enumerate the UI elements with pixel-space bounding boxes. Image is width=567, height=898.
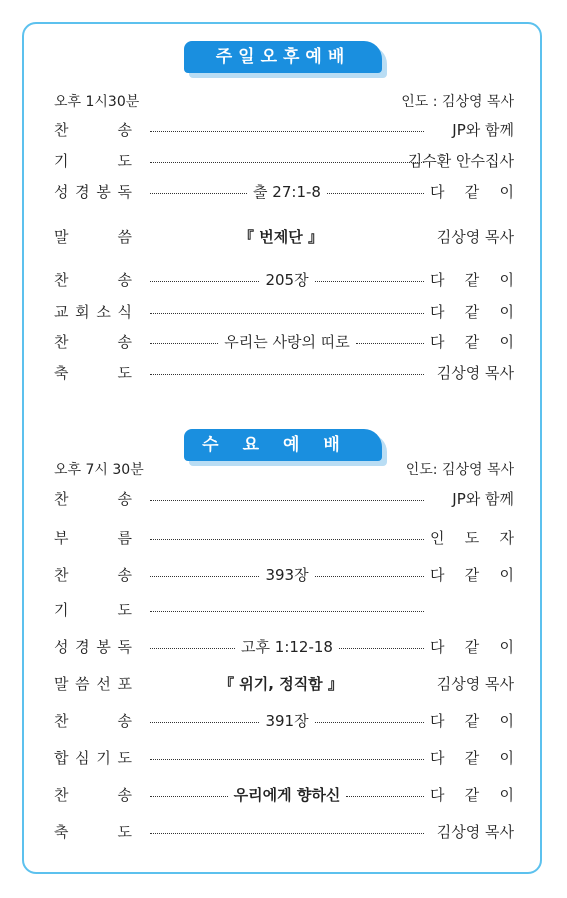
order-detail: 고후 1:12-18 (241, 637, 333, 656)
order-label-char: 찬 (54, 489, 69, 508)
order-row (54, 117, 514, 141)
order-label-char: 송 (117, 489, 132, 508)
order-person (430, 331, 514, 352)
order-label (54, 821, 132, 842)
order-row (54, 745, 514, 769)
order-person-char: 도 (464, 528, 480, 547)
order-person (430, 527, 514, 548)
dot-leader (315, 722, 424, 723)
order-person-char: 다 (430, 182, 445, 201)
order-person-char: 자 (499, 528, 514, 547)
order-label (54, 710, 132, 731)
order-label-char: 회 (75, 302, 90, 321)
order-person (430, 747, 514, 768)
order-label-char: 경 (75, 637, 90, 656)
dot-leader (356, 343, 424, 344)
leader-dots (150, 269, 424, 290)
order-person-char: 같 (464, 182, 480, 201)
leader-dots (150, 755, 424, 760)
order-label-char: 소 (96, 302, 111, 321)
dot-leader (150, 162, 424, 163)
order-label-char: 포 (117, 674, 132, 693)
afternoon-header-row (54, 89, 514, 113)
order-label-char: 씀 (117, 227, 132, 246)
leader-dots (150, 564, 424, 585)
order-row (54, 224, 514, 248)
order-person: 김상영 목사 (436, 227, 514, 246)
order-label-char: 도 (117, 151, 132, 170)
order-label (54, 301, 132, 322)
order-person-char: 인 (430, 528, 445, 547)
order-row (54, 486, 514, 510)
order-person-char: 같 (464, 332, 480, 351)
order-person: 김상영 목사 (436, 822, 514, 841)
order-label (54, 673, 132, 694)
wednesday-service-banner: 수요예배 (184, 429, 382, 461)
dot-leader (339, 648, 424, 649)
dot-leader (150, 313, 424, 314)
order-label (54, 119, 132, 140)
order-person-char: 같 (464, 270, 480, 289)
order-label-char: 도 (117, 600, 132, 619)
order-label-char: 심 (75, 748, 90, 767)
order-label-char: 말 (54, 674, 69, 693)
order-row (54, 148, 514, 172)
order-label-char: 송 (117, 120, 132, 139)
leader-dots (150, 331, 424, 352)
order-label-char: 축 (54, 363, 69, 382)
order-label (54, 747, 132, 768)
dot-leader (327, 193, 424, 194)
order-label-char: 식 (117, 302, 132, 321)
dot-leader (150, 343, 218, 344)
order-person (430, 269, 514, 290)
order-label-char: 송 (117, 785, 132, 804)
order-person-char: 다 (430, 637, 445, 656)
order-person-char: 다 (430, 748, 445, 767)
order-person-char: 다 (430, 270, 445, 289)
order-label-char: 기 (54, 600, 69, 619)
order-label-char: 봉 (96, 637, 111, 656)
order-label (54, 527, 132, 548)
order-label-char: 도 (117, 822, 132, 841)
dot-leader (150, 722, 259, 723)
order-label (54, 784, 132, 805)
order-label (54, 269, 132, 290)
order-label-char: 봉 (96, 182, 111, 201)
leader-dots (150, 829, 424, 834)
dot-leader (150, 759, 424, 760)
order-person: 김상영 목사 (436, 674, 514, 693)
order-person-char: 이 (499, 711, 514, 730)
order-label-char: 선 (96, 674, 111, 693)
order-label-char: 찬 (54, 711, 69, 730)
order-row (54, 562, 514, 586)
order-person-char: 이 (499, 565, 514, 584)
wednesday-leader: 인도: 김상영 목사 (405, 462, 514, 478)
order-person (430, 564, 514, 585)
order-label-char: 름 (117, 528, 132, 547)
order-person-char: 이 (499, 332, 514, 351)
wednesday-time: 오후 7시 30분 (54, 462, 144, 478)
order-row (54, 819, 514, 843)
order-label-char: 교 (54, 302, 69, 321)
order-label (54, 150, 132, 171)
afternoon-leader: 인도 : 김상영 목사 (401, 94, 514, 110)
dot-leader (315, 576, 424, 577)
order-person-char: 같 (464, 785, 480, 804)
leader-dots (150, 127, 424, 132)
order-detail: 205장 (265, 270, 309, 289)
order-person-char: 다 (430, 332, 445, 351)
order-label-char: 도 (117, 363, 132, 382)
order-label-char: 송 (117, 270, 132, 289)
order-person: 김수환 안수집사 (407, 151, 514, 170)
order-label (54, 181, 132, 202)
order-person-char: 이 (499, 748, 514, 767)
order-person (430, 301, 514, 322)
dot-leader (150, 281, 259, 282)
dot-leader (150, 648, 235, 649)
order-person: JP와 함께 (452, 489, 514, 508)
order-row (54, 708, 514, 732)
sermon-title: 『 위기, 정직함 』 (219, 674, 343, 693)
order-label (54, 488, 132, 509)
order-row (54, 267, 514, 291)
order-person-char: 다 (430, 785, 445, 804)
order-row (54, 634, 514, 658)
order-label-char: 찬 (54, 270, 69, 289)
order-row (54, 782, 514, 806)
order-row (54, 597, 514, 621)
order-label-char: 기 (96, 748, 111, 767)
order-label-char: 송 (117, 565, 132, 584)
order-label-char: 부 (54, 528, 69, 547)
order-person-char: 이 (499, 182, 514, 201)
leader-dots (150, 636, 424, 657)
order-label-char: 독 (117, 182, 132, 201)
order-person-char: 같 (464, 748, 480, 767)
order-row (54, 299, 514, 323)
order-row (54, 179, 514, 203)
order-person-char: 이 (499, 270, 514, 289)
order-label (54, 331, 132, 352)
order-person-char: 다 (430, 711, 445, 730)
order-label-char: 찬 (54, 785, 69, 804)
order-row (54, 329, 514, 353)
order-label (54, 226, 132, 247)
dot-leader (150, 374, 424, 375)
order-row (54, 671, 514, 695)
dot-leader (346, 796, 424, 797)
order-label-char: 성 (54, 182, 69, 201)
order-person (430, 636, 514, 657)
order-person-char: 같 (464, 711, 480, 730)
order-label (54, 362, 132, 383)
sermon-title: 『 번제단 』 (239, 227, 323, 246)
dot-leader (150, 539, 424, 540)
order-person-char: 이 (499, 302, 514, 321)
dot-leader (150, 193, 247, 194)
leader-dots (150, 158, 424, 163)
order-person (430, 784, 514, 805)
order-label-char: 도 (117, 748, 132, 767)
leader-dots (150, 370, 424, 375)
dot-leader (150, 796, 228, 797)
afternoon-service-banner: 주일오후예배 (184, 41, 382, 73)
order-person-char: 같 (464, 565, 480, 584)
dot-leader (150, 833, 424, 834)
order-label-char: 경 (75, 182, 90, 201)
order-label-char: 찬 (54, 565, 69, 584)
leader-dots (150, 784, 424, 805)
order-label-char: 송 (117, 711, 132, 730)
order-label-char: 송 (117, 332, 132, 351)
leader-dots (150, 181, 424, 202)
order-person (430, 710, 514, 731)
afternoon-time: 오후 1시30분 (54, 94, 140, 110)
order-person: 김상영 목사 (436, 363, 514, 382)
order-person-char: 다 (430, 565, 445, 584)
order-person-char: 같 (464, 302, 480, 321)
order-person (430, 181, 514, 202)
order-label (54, 564, 132, 585)
dot-leader (150, 500, 424, 501)
order-person: JP와 함께 (452, 120, 514, 139)
order-person-char: 이 (499, 637, 514, 656)
dot-leader (150, 611, 424, 612)
order-detail: 393장 (265, 565, 309, 584)
order-label (54, 599, 132, 620)
order-label-char: 축 (54, 822, 69, 841)
order-label (54, 636, 132, 657)
leader-dots (150, 607, 424, 612)
order-detail: 우리에게 향하신 (233, 785, 341, 804)
wednesday-header-row (54, 457, 514, 481)
order-label-char: 찬 (54, 332, 69, 351)
order-label-char: 성 (54, 637, 69, 656)
order-label-char: 기 (54, 151, 69, 170)
order-detail: 우리는 사랑의 띠로 (224, 332, 350, 351)
leader-dots (150, 496, 424, 501)
dot-leader (315, 281, 424, 282)
order-label-char: 독 (117, 637, 132, 656)
order-detail: 출 27:1-8 (253, 182, 321, 201)
leader-dots (150, 535, 424, 540)
leader-dots (150, 309, 424, 314)
order-person-char: 이 (499, 785, 514, 804)
order-person-char: 같 (464, 637, 480, 656)
order-detail: 391장 (265, 711, 309, 730)
order-label-char: 합 (54, 748, 69, 767)
order-row (54, 525, 514, 549)
dot-leader (150, 576, 259, 577)
dot-leader (150, 131, 424, 132)
order-label-char: 말 (54, 227, 69, 246)
order-row (54, 360, 514, 384)
leader-dots (150, 710, 424, 731)
order-label-char: 씀 (75, 674, 90, 693)
order-label-char: 찬 (54, 120, 69, 139)
order-person-char: 다 (430, 302, 445, 321)
